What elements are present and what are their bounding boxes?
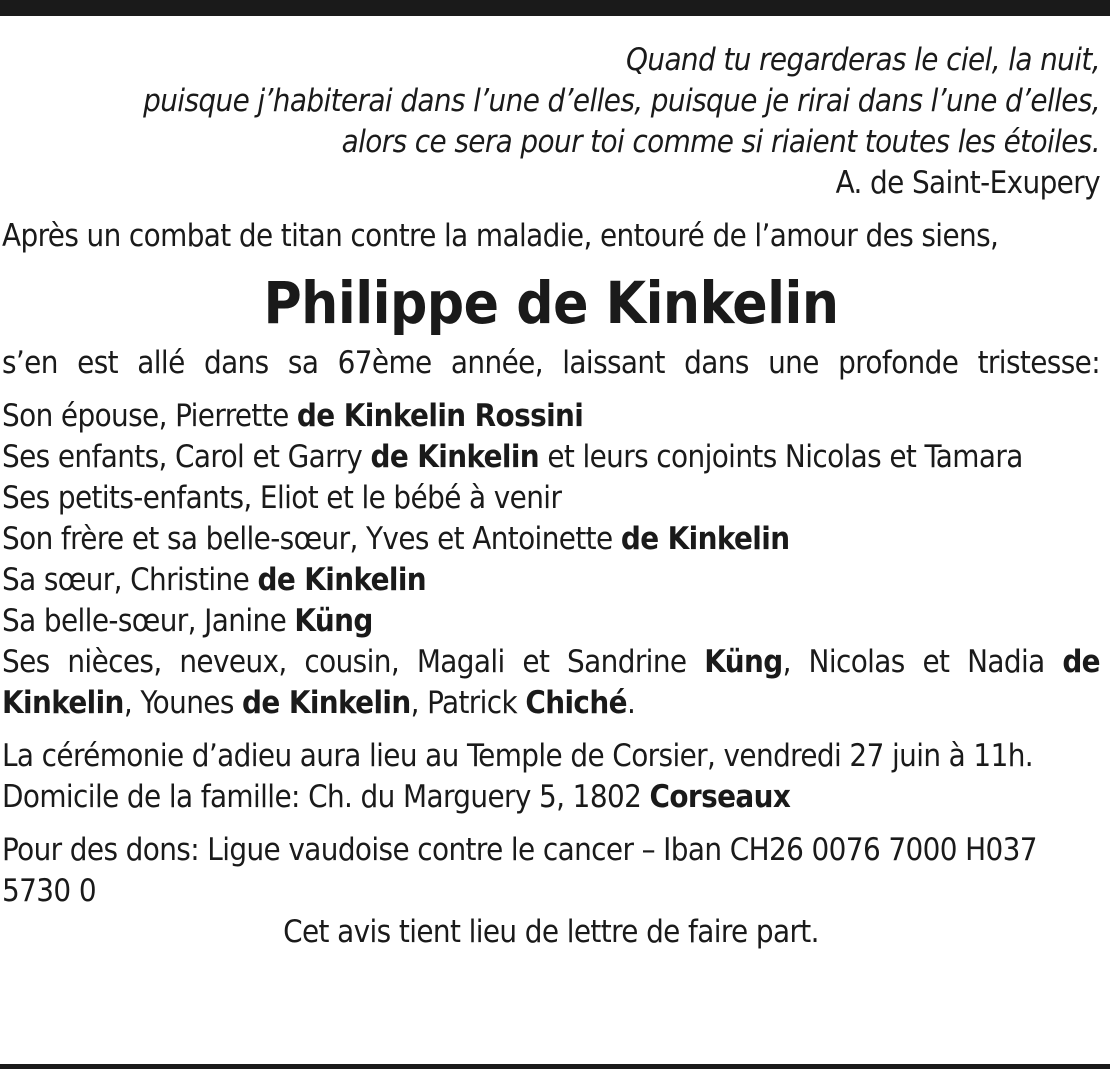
deceased-name: Philippe de Kinkelin [263, 269, 839, 337]
family-sister [2, 560, 1100, 601]
quote-line-3: alors ce sera pour toi comme si riaient toutes les étoiles. [341, 124, 1100, 160]
after-name-sentence: s’en est allé dans sa 67ème année, laissant dans une profonde tristesse: [2, 345, 1100, 381]
brother-surname: de Kinkelin [620, 521, 790, 557]
ceremony-info [2, 736, 1100, 818]
sister-in-law-text: Sa belle-sœur, Janine [2, 603, 295, 639]
family-list [2, 396, 1100, 724]
nieces-surname-2: de Kinkelin [2, 644, 1100, 721]
brother-text: Son frère et sa belle-sœur, Yves et Antoinette [2, 521, 621, 557]
family-grandchildren: Ses petits-enfants, Eliot et le bébé à venir [2, 480, 562, 516]
obituary-notice [2, 40, 1100, 953]
family-sister-in-law [2, 601, 1100, 642]
top-rule [0, 0, 1110, 16]
nieces-surname-4: Chiché [525, 685, 627, 721]
domicile-text: Domicile de la famille: Ch. du Marguery 5, 1802 [2, 779, 650, 815]
spouse-text: Son épouse, Pierrette [2, 398, 297, 434]
bottom-rule [0, 1064, 1110, 1069]
family-spouse [2, 396, 1100, 437]
nieces-text-2: , Nicolas et Nadia [782, 644, 1063, 680]
nieces-text-3: , Younes [123, 685, 243, 721]
sister-surname: de Kinkelin [257, 562, 427, 598]
nieces-text-4: , Patrick [410, 685, 526, 721]
family-domicile [2, 777, 1100, 818]
epigraph-quote [2, 40, 1100, 163]
children-text: Ses enfants, Carol et Garry [2, 439, 371, 475]
children-partners: et leurs conjoints Nicolas et Tamara [539, 439, 1023, 475]
nieces-surname-3: de Kinkelin [242, 685, 411, 721]
children-surname: de Kinkelin [370, 439, 540, 475]
family-brother [2, 519, 1100, 560]
nieces-text-1: Ses nièces, neveux, cousin, Magali et Sandrine [2, 644, 705, 680]
nieces-surname-1: Küng [704, 644, 783, 680]
quote-line-2: puisque j’habiterai dans l’une d’elles, puisque je rirai dans l’une d’elles, [143, 83, 1100, 119]
quote-author: A. de Saint-Exupery [835, 165, 1100, 201]
intro-sentence: Après un combat de titan contre la maladie, entouré de l’amour des siens, [2, 218, 999, 254]
family-children [2, 437, 1100, 478]
sister-text: Sa sœur, Christine [2, 562, 258, 598]
spouse-surname: de Kinkelin Rossini [296, 398, 584, 434]
nieces-text-5: . [626, 685, 636, 721]
closing-note: Cet avis tient lieu de lettre de faire part. [283, 914, 819, 950]
domicile-town: Corseaux [649, 779, 791, 815]
ceremony-text: La cérémonie d’adieu aura lieu au Temple de Corsier, vendredi 27 juin à 11h. [2, 738, 1034, 774]
family-nieces-nephews [2, 642, 1100, 724]
quote-line-1: Quand tu regarderas le ciel, la nuit, [626, 42, 1100, 78]
sister-in-law-surname: Küng [294, 603, 373, 639]
donations-info: Pour des dons: Ligue vaudoise contre le cancer – Iban CH26 0076 7000 H037 5730 0 [2, 832, 1037, 909]
